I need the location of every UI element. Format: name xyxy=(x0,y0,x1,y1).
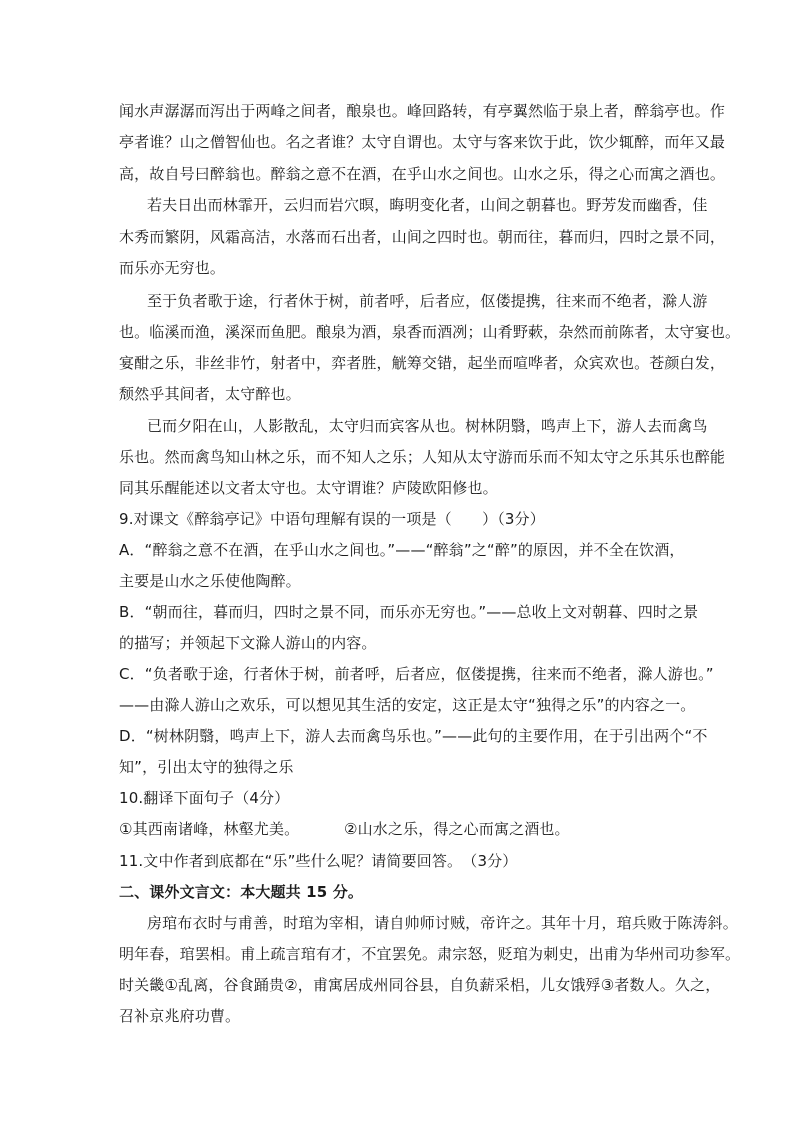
passage-p3-line-4: 颓然乎其间者，太守醉也。 xyxy=(119,385,301,403)
passage-p2-line-3: 而乐亦无穷也。 xyxy=(119,259,226,277)
passage-p4-line-2: 乐也。然而禽鸟知山林之乐，而不知人之乐；人知从太守游而乐而不知太守之乐其乐也醉能 xyxy=(119,448,726,466)
question-11: 11.文中作者到底都在“乐”些什么呢？请简要回答。 （3分） xyxy=(119,852,518,870)
passage-p4-line-1: 已而夕阳在山，人影散乱，太守归而宾客从也。树林阴翳，鸣声上下，游人去而禽鸟 xyxy=(147,417,708,435)
passage-p4-line-3: 同其乐醒能述以文者太守也。太守谓谁？庐陵欧阳修也。 xyxy=(119,479,498,497)
question-9-option-d-line-2: 知”，引出太守的独得之乐 xyxy=(119,758,294,776)
question-9-option-c-line-1: C．“负者歌于途，行者休于树，前者呼，后者应，伛偻提携，往来而不绝者，滁人游也。” xyxy=(119,665,714,683)
section-2-heading: 二、课外文言文：本大题共 15 分。 xyxy=(119,883,364,901)
section-2-line-3: 时关畿①乱离，谷食踊贵②，甫寓居成州同谷县，自负薪采梠，儿女饿殍③者数人。久之， xyxy=(119,976,721,994)
passage-p3-line-3: 宴酣之乐，非丝非竹，射者中，弈者胜，觥筹交错，起坐而喧哗者，众宾欢也。苍颜白发， xyxy=(119,354,726,372)
question-10: 10.翻译下面句子（4分） xyxy=(119,789,290,807)
question-9-option-d-line-1: D．“树林阴翳，鸣声上下，游人去而禽鸟乐也。”——此句的主要作用，在于引出两个“不 xyxy=(119,727,708,745)
section-2-line-1: 房琯布衣时与甫善，时琯为宰相，请自帅师讨贼，帝许之。其年十月，琯兵败于陈涛斜。 xyxy=(147,914,738,932)
question-9: 9.对课文《醉翁亭记》中语句理解有误的一项是（ ）（3分） xyxy=(119,510,545,528)
passage-p1-line-3: 高，故自号曰醉翁也。醉翁之意不在酒，在乎山水之间也。山水之乐，得之心而寓之酒也。 xyxy=(119,165,726,183)
question-9-option-a-line-1: A．“醉翁之意不在酒，在乎山水之间也。”——“醉翁”之“醉”的原因，并不全在饮酒， xyxy=(119,541,685,559)
question-10-sentence-1: ①其西南诸峰，林壑尤美。 xyxy=(119,820,300,838)
passage-p2-line-2: 木秀而繁阴，风霜高洁，水落而石出者，山间之四时也。朝而往，暮而归，四时之景不同， xyxy=(119,228,726,246)
section-2-line-2: 明年春，琯罢相。甫上疏言琯有才，不宜罢免。肃宗怒，贬琯为刺史，出甫为华州司功参军。 xyxy=(119,945,741,963)
question-9-option-a-line-2: 主要是山水之乐使他陶醉。 xyxy=(119,572,301,590)
passage-p1-line-2: 亭者谁？山之僧智仙也。名之者谁？太守自谓也。太守与客来饮于此，饮少辄醉，而年又最 xyxy=(119,133,726,151)
passage-p3-line-1: 至于负者歌于途，行者休于树，前者呼，后者应，伛偻提携，往来而不绝者，滁人游 xyxy=(147,292,708,310)
question-9-option-c-line-2: ——由滁人游山之欢乐，可以想见其生活的安定，这正是太守“独得之乐”的内容之一。 xyxy=(119,696,696,714)
passage-p1-line-1: 闻水声潺潺而泻出于两峰之间者，酿泉也。峰回路转，有亭翼然临于泉上者，醉翁亭也。作 xyxy=(119,102,726,120)
question-9-option-b-line-2: 的描写；并领起下文滁人游山的内容。 xyxy=(119,634,377,652)
question-9-option-b-line-1: B．“朝而往，暮而归，四时之景不同，而乐亦无穷也。”——总收上文对朝暮、四时之景 xyxy=(119,603,699,621)
section-2-line-4: 召补京兆府功曹。 xyxy=(119,1007,241,1025)
question-10-sentence-2: ②山水之乐，得之心而寓之酒也。 xyxy=(344,820,570,838)
passage-p3-line-2: 也。临溪而渔，溪深而鱼肥。酿泉为酒，泉香而酒冽；山肴野蔌，杂然而前陈者，太守宴也。 xyxy=(119,323,741,341)
passage-p2-line-1: 若夫日出而林霏开，云归而岩穴暝，晦明变化者，山间之朝暮也。野芳发而幽香，佳 xyxy=(147,196,708,214)
